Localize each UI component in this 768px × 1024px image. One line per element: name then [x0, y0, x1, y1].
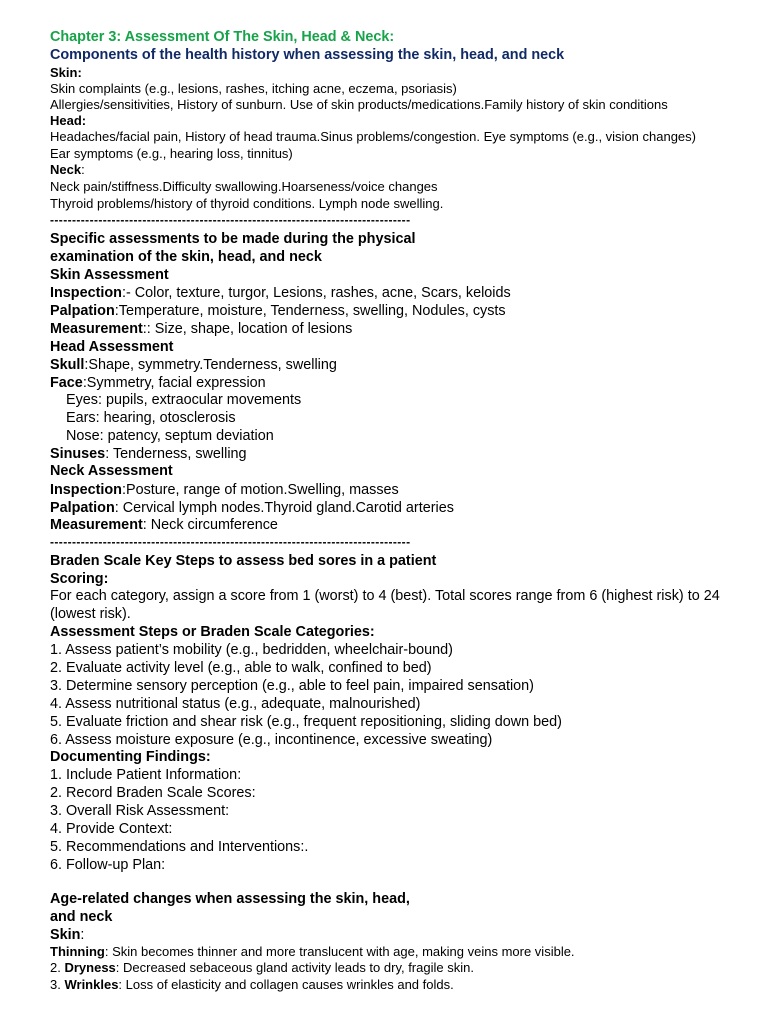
- neck-inspection-text: :Posture, range of motion.Swelling, masses: [121, 482, 399, 498]
- documenting-item: 4. Provide Context:: [50, 821, 173, 837]
- skull-line: [50, 356, 337, 374]
- documenting-item: 1. Include Patient Information:: [50, 767, 242, 783]
- neck-measurement-line: [50, 516, 278, 534]
- dryness-text: : Decreased sebaceous gland activity leads to dry, fragile skin.: [115, 960, 474, 975]
- skin-measurement-text: :: Size, shape, location of lesions: [142, 321, 353, 337]
- neck-label-line: [50, 162, 85, 178]
- documenting-item: 6. Follow-up Plan:: [50, 857, 166, 873]
- head-label: Head:: [50, 113, 87, 128]
- braden-step-item: 6. Assess moisture exposure (e.g., incontinence, excessive sweating): [50, 732, 493, 748]
- skin-palpation-text: :Temperature, moisture, Tenderness, swelling, Nodules, cysts: [114, 303, 506, 319]
- age-changes-heading-line-1: Age-related changes when assessing the skin, head,: [50, 891, 410, 907]
- neck-palpation-label: Palpation: [50, 500, 115, 516]
- age-skin-label-line: [50, 926, 84, 944]
- braden-step-item: 1. Assess patient’s mobility (e.g., bedridden, wheelchair-bound): [50, 642, 453, 658]
- skin-history-line-2: Allergies/sensitivities, History of sunburn. Use of skin products/medications.Family history of skin conditions: [50, 97, 668, 112]
- eyes-line: Eyes: pupils, extraocular movements: [66, 392, 302, 408]
- braden-step-item: 5. Evaluate friction and shear risk (e.g., frequent repositioning, sliding down bed): [50, 714, 562, 730]
- separator-1: ----------------------------------------------------------------------------------: [50, 213, 411, 227]
- documenting-item: 2. Record Braden Scale Scores:: [50, 785, 256, 801]
- braden-heading: Braden Scale Key Steps to assess bed sores in a patient: [50, 553, 437, 569]
- skin-inspection-text: :- Color, texture, turgor, Lesions, rashes, acne, Scars, keloids: [121, 285, 511, 301]
- wrinkles-number: 3.: [50, 977, 65, 992]
- thinning-line: [50, 944, 575, 960]
- physical-exam-heading-line-1: Specific assessments to be made during the physical: [50, 231, 416, 247]
- wrinkles-label: Wrinkles: [64, 977, 119, 992]
- age-skin-label: Skin: [50, 927, 81, 943]
- sinuses-label: Sinuses: [50, 446, 106, 462]
- neck-palpation-line: [50, 499, 454, 517]
- age-changes-heading-line-2: and neck: [50, 909, 113, 925]
- face-text: :Symmetry, facial expression: [82, 375, 266, 391]
- braden-step-item: 2. Evaluate activity level (e.g., able to walk, confined to bed): [50, 660, 432, 676]
- skin-palpation-line: [50, 302, 506, 320]
- skull-text: :Shape, symmetry.Tenderness, swelling: [84, 357, 337, 373]
- skin-measurement-line: [50, 320, 352, 338]
- face-line: [50, 374, 266, 392]
- nose-line: Nose: patency, septum deviation: [66, 428, 274, 444]
- skin-assessment-heading: Skin Assessment: [50, 267, 169, 283]
- neck-measurement-label: Measurement: [50, 517, 143, 533]
- documenting-item: 3. Overall Risk Assessment:: [50, 803, 230, 819]
- neck-inspection-label: Inspection: [50, 482, 122, 498]
- neck-measurement-text: : Neck circumference: [142, 517, 278, 533]
- ears-line: Ears: hearing, otosclerosis: [66, 410, 236, 426]
- braden-steps-heading: Assessment Steps or Braden Scale Categories:: [50, 624, 375, 640]
- dryness-line: [50, 960, 474, 976]
- wrinkles-line: [50, 977, 454, 993]
- dryness-label: Dryness: [64, 960, 116, 975]
- braden-scoring-label: Scoring:: [50, 571, 109, 587]
- neck-palpation-text: : Cervical lymph nodes.Thyroid gland.Carotid arteries: [114, 500, 454, 516]
- skin-inspection-label: Inspection: [50, 285, 122, 301]
- skin-measurement-label: Measurement: [50, 321, 143, 337]
- skin-history-line-1: Skin complaints (e.g., lesions, rashes, itching acne, eczema, psoriasis): [50, 81, 457, 96]
- neck-inspection-line: [50, 481, 399, 499]
- skin-label: Skin:: [50, 65, 82, 80]
- skin-inspection-line: [50, 284, 511, 302]
- age-skin-colon: :: [80, 927, 85, 943]
- face-label: Face: [50, 375, 83, 391]
- head-history-line-2: Ear symptoms (e.g., hearing loss, tinnitus): [50, 146, 293, 161]
- thinning-label: Thinning: [50, 944, 105, 959]
- wrinkles-text: : Loss of elasticity and collagen causes wrinkles and folds.: [118, 977, 454, 992]
- braden-scoring-text: For each category, assign a score from 1 (worst) to 4 (best). Total scores range from 6 (highest risk) to 24 (lowest risk).: [50, 588, 720, 622]
- skin-palpation-label: Palpation: [50, 303, 115, 319]
- neck-label-colon: :: [81, 162, 85, 177]
- skull-label: Skull: [50, 357, 85, 373]
- separator-2: ----------------------------------------------------------------------------------: [50, 535, 411, 549]
- documenting-item: 5. Recommendations and Interventions:.: [50, 839, 309, 855]
- sinuses-line: [50, 445, 247, 463]
- neck-assessment-heading: Neck Assessment: [50, 463, 173, 479]
- neck-history-line-1: Neck pain/stiffness.Difficulty swallowing.Hoarseness/voice changes: [50, 179, 438, 194]
- braden-step-item: 4. Assess nutritional status (e.g., adequate, malnourished): [50, 696, 421, 712]
- head-history-line-1: Headaches/facial pain, History of head trauma.Sinus problems/congestion. Eye symptoms (e.g., vision changes): [50, 129, 696, 144]
- braden-step-item: 3. Determine sensory perception (e.g., able to feel pain, impaired sensation): [50, 678, 534, 694]
- health-history-heading: Components of the health history when assessing the skin, head, and neck: [50, 47, 565, 63]
- neck-history-line-2: Thyroid problems/history of thyroid conditions. Lymph node swelling.: [50, 196, 444, 211]
- thinning-text: : Skin becomes thinner and more translucent with age, making veins more visible.: [104, 944, 575, 959]
- neck-label: Neck: [50, 162, 82, 177]
- head-assessment-heading: Head Assessment: [50, 339, 174, 355]
- physical-exam-heading-line-2: examination of the skin, head, and neck: [50, 249, 322, 265]
- documenting-heading: Documenting Findings:: [50, 749, 211, 765]
- chapter-title: Chapter 3: Assessment Of The Skin, Head & Neck:: [50, 29, 395, 45]
- dryness-number: 2.: [50, 960, 65, 975]
- sinuses-text: : Tenderness, swelling: [105, 446, 247, 462]
